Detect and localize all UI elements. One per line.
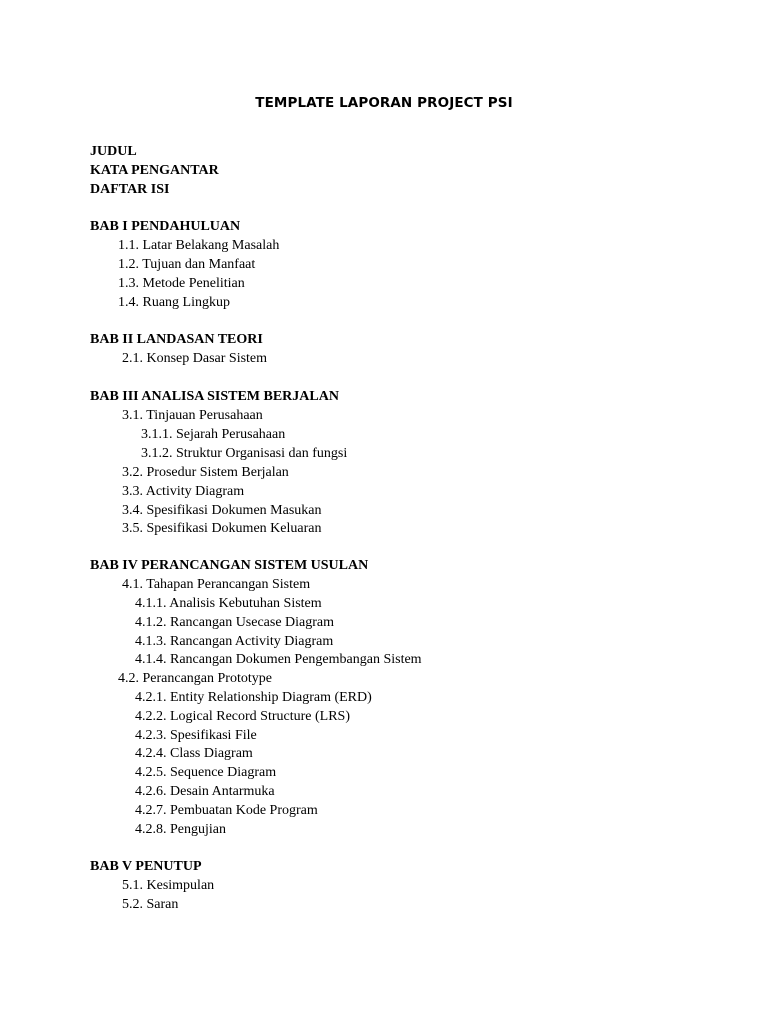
toc-item: 5.1. Kesimpulan [122,878,215,893]
toc-subitem: 4.2.3. Spesifikasi File [135,728,257,743]
toc-item: 4.2. Perancangan Prototype [118,671,272,686]
toc-item: 3.2. Prosedur Sistem Berjalan [122,465,289,480]
toc-subitem: 4.2.4. Class Diagram [135,746,253,761]
toc-subitem: 3.1.2. Struktur Organisasi dan fungsi [141,446,348,461]
toc-subitem: 4.1.2. Rancangan Usecase Diagram [135,615,335,630]
toc-item: 3.1. Tinjauan Perusahaan [122,408,263,423]
chapter-heading-bab-5: BAB V PENUTUP [90,859,202,874]
document-title: TEMPLATE LAPORAN PROJECT PSI [255,95,513,111]
toc-subitem: 4.1.3. Rancangan Activity Diagram [135,634,334,649]
toc-item: 3.5. Spesifikasi Dokumen Keluaran [122,521,322,536]
front-matter-judul: JUDUL [90,144,137,159]
toc-item: 1.4. Ruang Lingkup [118,295,230,310]
toc-subitem: 4.2.8. Pengujian [135,822,226,837]
toc-item: 3.3. Activity Diagram [122,484,245,499]
toc-item: 1.1. Latar Belakang Masalah [118,238,280,253]
toc-item: 5.2. Saran [122,897,179,912]
front-matter-kata-pengantar: KATA PENGANTAR [90,163,219,178]
toc-subitem: 4.2.2. Logical Record Structure (LRS) [135,709,351,724]
chapter-heading-bab-4: BAB IV PERANCANGAN SISTEM USULAN [90,558,369,573]
toc-item: 4.1. Tahapan Perancangan Sistem [122,577,311,592]
toc-subitem: 4.2.5. Sequence Diagram [135,765,277,780]
toc-item: 1.2. Tujuan dan Manfaat [118,257,256,272]
toc-subitem: 4.2.6. Desain Antarmuka [135,784,275,799]
toc-subitem: 4.1.4. Rancangan Dokumen Pengembangan Sistem [135,652,422,667]
chapter-heading-bab-2: BAB II LANDASAN TEORI [90,332,263,347]
toc-subitem: 3.1.1. Sejarah Perusahaan [141,427,286,442]
toc-subitem: 4.1.1. Analisis Kebutuhan Sistem [135,596,322,611]
toc-item: 1.3. Metode Penelitian [118,276,245,291]
toc-item: 3.4. Spesifikasi Dokumen Masukan [122,503,322,518]
chapter-heading-bab-3: BAB III ANALISA SISTEM BERJALAN [90,389,339,404]
front-matter-daftar-isi: DAFTAR ISI [90,182,170,197]
toc-subitem: 4.2.7. Pembuatan Kode Program [135,803,318,818]
toc-item: 2.1. Konsep Dasar Sistem [122,351,268,366]
chapter-heading-bab-1: BAB I PENDAHULUAN [90,219,241,234]
toc-subitem: 4.2.1. Entity Relationship Diagram (ERD) [135,690,372,705]
